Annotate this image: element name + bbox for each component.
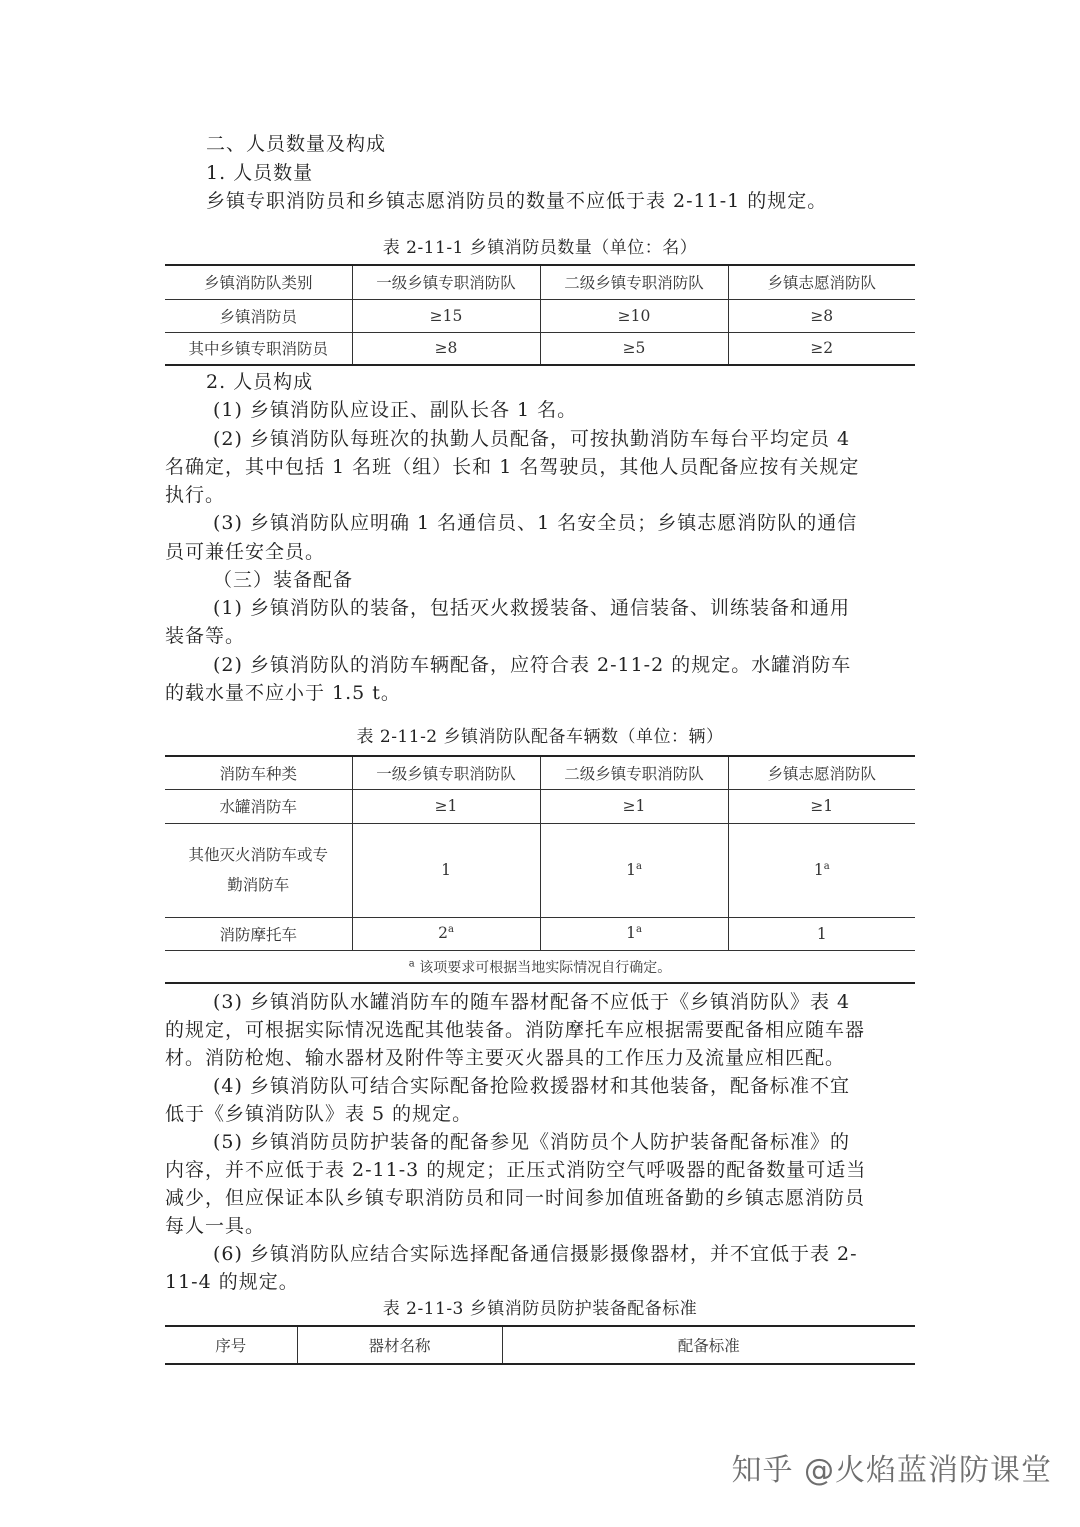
table-row	[165, 1326, 915, 1364]
section3-title: （三）装备配备	[213, 569, 354, 591]
row2-label-line1: 其他灭火消防车或专	[188, 846, 328, 864]
item2-title: 2. 人员构成	[206, 371, 314, 393]
table-cell: 消防摩托车	[165, 917, 352, 950]
table2	[165, 755, 915, 951]
table-header: 序号	[165, 1326, 297, 1364]
table-cell: 1	[352, 823, 540, 917]
eq-p5-line2: 内容，并不应低于表 2-11-3 的规定；正压式消防空气呼吸器的配备数量可适当	[165, 1159, 867, 1181]
eq-p6-line1: (6) 乡镇消防队应结合实际选择配备通信摄影摄像器材，并不宜低于表 2-	[213, 1243, 858, 1265]
table-header: 一级乡镇专职消防队	[352, 756, 540, 789]
table-cell: ≥1	[540, 789, 728, 823]
footnote-mark: a	[823, 860, 830, 872]
table-header: 配备标准	[502, 1326, 915, 1364]
table-header: 乡镇志愿消防队	[728, 265, 915, 299]
table-cell: ≥15	[352, 299, 540, 332]
table-cell: ≥8	[728, 299, 915, 332]
table-cell: 乡镇消防员	[165, 299, 352, 332]
item2-p3-line1: (3) 乡镇消防队应明确 1 名通信员、1 名安全员；乡镇志愿消防队的通信	[213, 512, 858, 534]
table-row	[165, 917, 915, 950]
table-row	[165, 265, 915, 299]
table-cell	[165, 823, 352, 917]
table-cell: ≥1	[728, 789, 915, 823]
table-cell: 1	[728, 917, 915, 950]
eq-p3-line3: 材。消防枪炮、输水器材及附件等主要灭火器具的工作压力及流量应相匹配。	[165, 1047, 846, 1069]
eq-p4-line2: 低于《乡镇消防队》表 5 的规定。	[165, 1103, 473, 1125]
table2-note	[165, 957, 915, 977]
table-cell	[352, 917, 540, 950]
table-cell: 其中乡镇专职消防员	[165, 332, 352, 365]
table3-caption: 表 2-11-3 乡镇消防员防护装备配备标准	[382, 1299, 698, 1319]
table-header: 二级乡镇专职消防队	[540, 265, 728, 299]
section2-title: 二、人员数量及构成	[206, 133, 387, 155]
watermark: 知乎 @火焰蓝消防课堂	[731, 1453, 1052, 1488]
table2-caption: 表 2-11-2 乡镇消防队配备车辆数（单位：辆）	[356, 727, 724, 747]
item2-p2-line3: 执行。	[165, 484, 226, 506]
table-cell: 水罐消防车	[165, 789, 352, 823]
cell-value: 1	[813, 861, 824, 880]
table-header: 二级乡镇专职消防队	[540, 756, 728, 789]
table-cell: ≥10	[540, 299, 728, 332]
table3	[165, 1325, 915, 1365]
table1	[165, 264, 915, 366]
footnote-mark: a	[635, 860, 642, 872]
table-cell	[540, 917, 728, 950]
cell-value: 2	[438, 924, 448, 943]
note-text: 该项要求可根据当地实际情况自行确定。	[419, 960, 672, 976]
item2-p2-line1: (2) 乡镇消防队每班次的执勤人员配备，可按执勤消防车每台平均定员 4	[213, 428, 851, 450]
eq-p2-line2: 的载水量不应小于 1.5 t。	[165, 682, 401, 704]
item1-text: 乡镇专职消防员和乡镇志愿消防员的数量不应低于表 2-11-1 的规定。	[206, 190, 828, 212]
footnote-mark: a	[635, 924, 642, 936]
table-cell: ≥2	[728, 332, 915, 365]
eq-p2-line1: (2) 乡镇消防队的消防车辆配备，应符合表 2-11-2 的规定。水罐消防车	[213, 654, 852, 676]
footnote-mark: a	[447, 924, 454, 936]
table1-caption: 表 2-11-1 乡镇消防员数量（单位：名）	[382, 238, 698, 258]
eq-p5-line3: 减少，但应保证本队乡镇专职消防员和同一时间参加值班备勤的乡镇志愿消防员	[165, 1187, 866, 1209]
table-header: 乡镇消防队类别	[165, 265, 352, 299]
table-cell: ≥8	[352, 332, 540, 365]
table-row	[165, 299, 915, 332]
table-header: 乡镇志愿消防队	[728, 756, 915, 789]
eq-p6-line2: 11-4 的规定。	[165, 1271, 299, 1293]
eq-p3-line2: 的规定，可根据实际情况选配其他装备。消防摩托车应根据需要配备相应随车器	[165, 1019, 866, 1041]
cell-value: 1	[626, 861, 636, 880]
table-header: 器材名称	[297, 1326, 502, 1364]
table-cell	[540, 823, 728, 917]
table-cell: ≥5	[540, 332, 728, 365]
eq-p5-line4: 每人一具。	[165, 1215, 266, 1237]
table-row	[165, 789, 915, 823]
eq-p5-line1: (5) 乡镇消防员防护装备的配备参见《消防员个人防护装备配备标准》的	[213, 1131, 850, 1153]
table-cell: ≥1	[352, 789, 540, 823]
table-row	[165, 823, 915, 917]
eq-p1-line2: 装备等。	[165, 625, 246, 647]
eq-p4-line1: (4) 乡镇消防队可结合实际配备抢险救援器材和其他装备，配备标准不宜	[213, 1075, 850, 1097]
row2-label-line2: 勤消防车	[227, 876, 290, 894]
table2-bottom-rule	[165, 982, 915, 984]
footnote-mark: a	[408, 958, 415, 970]
item2-p2-line2: 名确定，其中包括 1 名班（组）长和 1 名驾驶员，其他人员配备应按有关规定	[165, 456, 860, 478]
item1-title: 1. 人员数量	[206, 162, 314, 184]
cell-value: 1	[626, 924, 636, 943]
table-header: 消防车种类	[165, 756, 352, 789]
table-header: 一级乡镇专职消防队	[352, 265, 540, 299]
table-row	[165, 756, 915, 789]
item2-p3-line2: 员可兼任安全员。	[165, 541, 326, 563]
eq-p3-line1: (3) 乡镇消防队水罐消防车的随车器材配备不应低于《乡镇消防队》表 4	[213, 991, 851, 1013]
table-row	[165, 332, 915, 365]
table-cell	[728, 823, 915, 917]
eq-p1-line1: (1) 乡镇消防队的装备，包括灭火救援装备、通信装备、训练装备和通用	[213, 597, 850, 619]
item2-p1: (1) 乡镇消防队应设正、副队长各 1 名。	[213, 399, 578, 421]
